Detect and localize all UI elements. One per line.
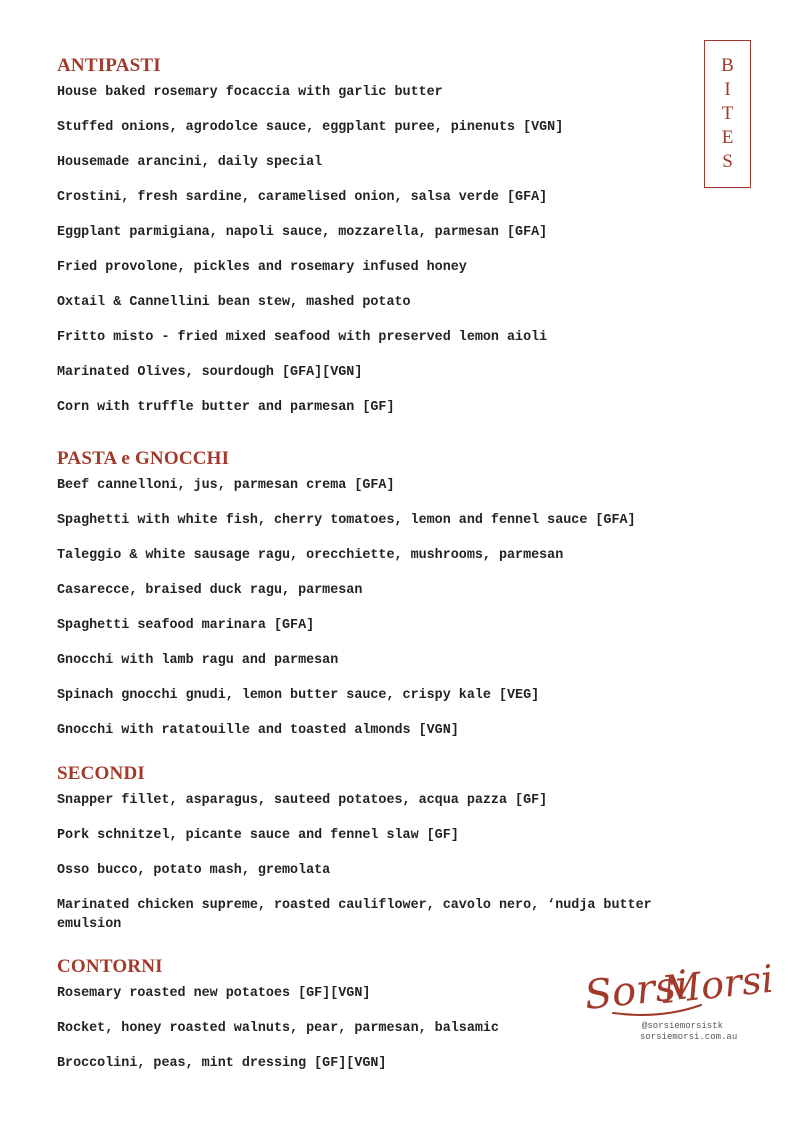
menu-item: Osso bucco, potato mash, gremolata — [57, 863, 331, 878]
side-tab-letter: E — [721, 127, 734, 148]
side-tab-letter: S — [722, 151, 733, 172]
menu-item: Casarecce, braised duck ragu, parmesan — [57, 583, 363, 598]
menu-item: Taleggio & white sausage ragu, orecchiette, mushrooms, parmesan — [57, 548, 564, 563]
menu-item: Fritto misto - fried mixed seafood with preserved lemon aioli — [57, 330, 548, 345]
svg-text:Sorsi: Sorsi — [582, 962, 691, 1019]
side-tab-letter: I — [724, 79, 731, 100]
menu-item: Spaghetti seafood marinara [GFA] — [57, 618, 315, 633]
menu-item: Crostini, fresh sardine, caramelised onion, salsa verde [GFA] — [57, 190, 548, 205]
side-tab-letter: T — [721, 103, 734, 124]
menu-item: Housemade arancini, daily special — [57, 155, 323, 170]
menu-item: Gnocchi with ratatouille and toasted almonds [VGN] — [57, 723, 459, 738]
menu-item: Broccolini, peas, mint dressing [GF][VGN] — [57, 1056, 387, 1071]
section-title-pasta-gnocchi: PASTA e GNOCCHI — [57, 448, 230, 469]
menu-item: Snapper fillet, asparagus, sauteed potatoes, acqua pazza [GF] — [57, 793, 548, 808]
menu-item: Beef cannelloni, jus, parmesan crema [GFA] — [57, 478, 395, 493]
menu-item: Marinated chicken supreme, roasted cauliflower, cavolo nero, ‘nudja butter emulsion — [57, 898, 652, 932]
logo-wordmark-script — [582, 955, 776, 1021]
menu-item: Pork schnitzel, picante sauce and fennel slaw [GF] — [57, 828, 459, 843]
menu-item: Rosemary roasted new potatoes [GF][VGN] — [57, 986, 371, 1001]
sorsi-morsi-logo — [582, 955, 776, 1045]
menu-item: Corn with truffle butter and parmesan [GF] — [57, 400, 395, 415]
menu-item: Oxtail & Cannellini bean stew, mashed potato — [57, 295, 411, 310]
menu-item: Rocket, honey roasted walnuts, pear, parmesan, balsamic — [57, 1021, 499, 1036]
menu-item: Fried provolone, pickles and rosemary infused honey — [57, 260, 467, 275]
menu-item: House baked rosemary focaccia with garlic butter — [57, 85, 443, 100]
section-secondi — [57, 762, 737, 934]
menu-item: Marinated Olives, sourdough [GFA][VGN] — [57, 365, 363, 380]
section-title-antipasti: ANTIPASTI — [57, 55, 161, 76]
menu-item: Gnocchi with lamb ragu and parmesan — [57, 653, 339, 668]
menu-item: Spinach gnocchi gnudi, lemon butter sauce, crispy kale [VEG] — [57, 688, 540, 703]
section-antipasti — [57, 54, 737, 417]
menu-item: Stuffed onions, agrodolce sauce, eggplant puree, pinenuts [VGN] — [57, 120, 564, 135]
logo-handle: @sorsiemorsistk — [642, 1021, 724, 1031]
svg-text:Morsi: Morsi — [659, 956, 776, 1013]
bites-side-tab — [704, 40, 751, 188]
side-tab-letter: B — [721, 55, 734, 76]
menu-item: Spaghetti with white fish, cherry tomatoes, lemon and fennel sauce [GFA] — [57, 513, 636, 528]
logo-website: sorsiemorsi.com.au — [640, 1032, 738, 1042]
section-title-contorni: CONTORNI — [57, 956, 163, 977]
section-title-secondi: SECONDI — [57, 763, 145, 784]
section-pasta-gnocchi — [57, 447, 737, 740]
menu-item: Eggplant parmigiana, napoli sauce, mozzarella, parmesan [GFA] — [57, 225, 548, 240]
